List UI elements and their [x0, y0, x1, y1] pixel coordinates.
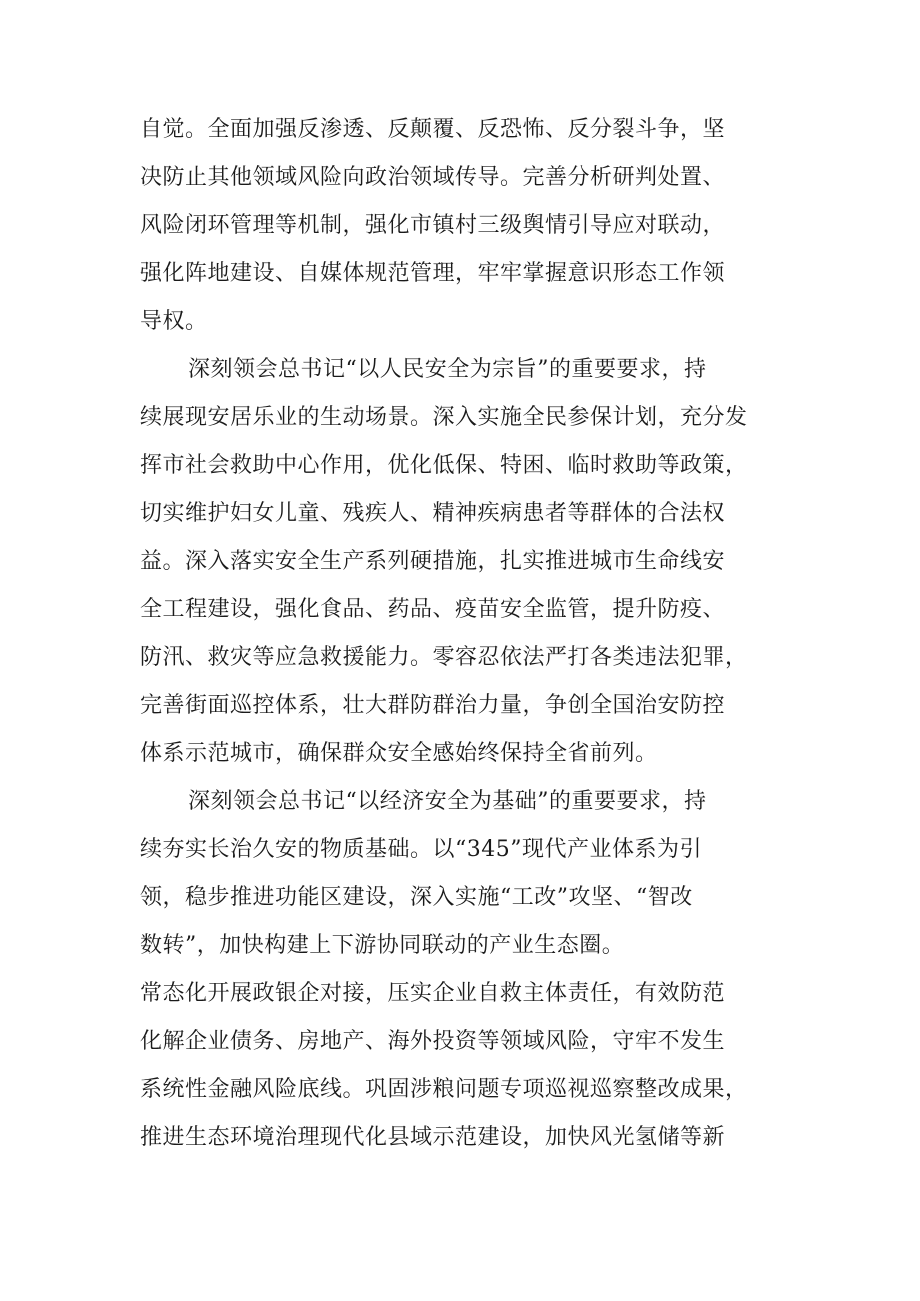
text-line: 风险闭环管理等机制，强化市镇村三级舆情引导应对联动， — [140, 213, 726, 238]
text-line: 切实维护妇女儿童、残疾人、精神疾病患者等群体的合法权 — [140, 501, 726, 526]
text-line: 挥市社会救助中心作用，优化低保、特困、临时救助等政策， — [140, 453, 748, 478]
text-line: 化解企业债务、房地产、海外投资等领域风险，守牢不发生 — [140, 1029, 726, 1054]
text-line: 完善街面巡控体系，壮大群防群治力量，争创全国治安防控 — [140, 693, 726, 718]
text-line: 续展现安居乐业的生动场景。深入实施全民参保计划，充分发 — [140, 405, 748, 430]
text-line: 导权。 — [140, 309, 208, 334]
text-line: 推进生态环境治理现代化县域示范建设，加快风光氢储等新 — [140, 1125, 726, 1150]
text-line: 体系示范城市，确保群众安全感始终保持全省前列。 — [140, 741, 658, 766]
text-line: 续夯实长治久安的物质基础。以“345”现代产业体系为引 — [140, 837, 702, 862]
text-line: 益。深入落实安全生产系列硬措施，扎实推进城市生命线安 — [140, 549, 726, 574]
text-line: 强化阵地建设、自媒体规范管理，牢牢掌握意识形态工作领 — [140, 261, 726, 286]
text-line: 领，稳步推进功能区建设，深入实施“工改”攻坚、“智改 — [140, 885, 693, 910]
text-line: 系统性金融风险底线。巩固涉粮问题专项巡视巡察整改成果， — [140, 1077, 748, 1102]
text-line: 防汛、救灾等应急救援能力。零容忍依法严打各类违法犯罪， — [140, 645, 748, 670]
text-line: 常态化开展政银企对接，压实企业自救主体责任，有效防范 — [140, 981, 726, 1006]
text-line: 深刻领会总书记“以经济安全为基础”的重要要求，持 — [188, 789, 707, 814]
text-line: 深刻领会总书记“以人民安全为宗旨”的重要要求，持 — [188, 357, 707, 382]
text-line: 数转”，加快构建上下游协同联动的产业生态圈。 — [140, 933, 625, 958]
text-line: 决防止其他领域风险向政治领域传导。完善分析研判处置、 — [140, 165, 726, 190]
text-line: 自觉。全面加强反渗透、反颠覆、反恐怖、反分裂斗争，坚 — [140, 117, 726, 142]
text-line: 全工程建设，强化食品、药品、疫苗安全监管，提升防疫、 — [140, 597, 726, 622]
